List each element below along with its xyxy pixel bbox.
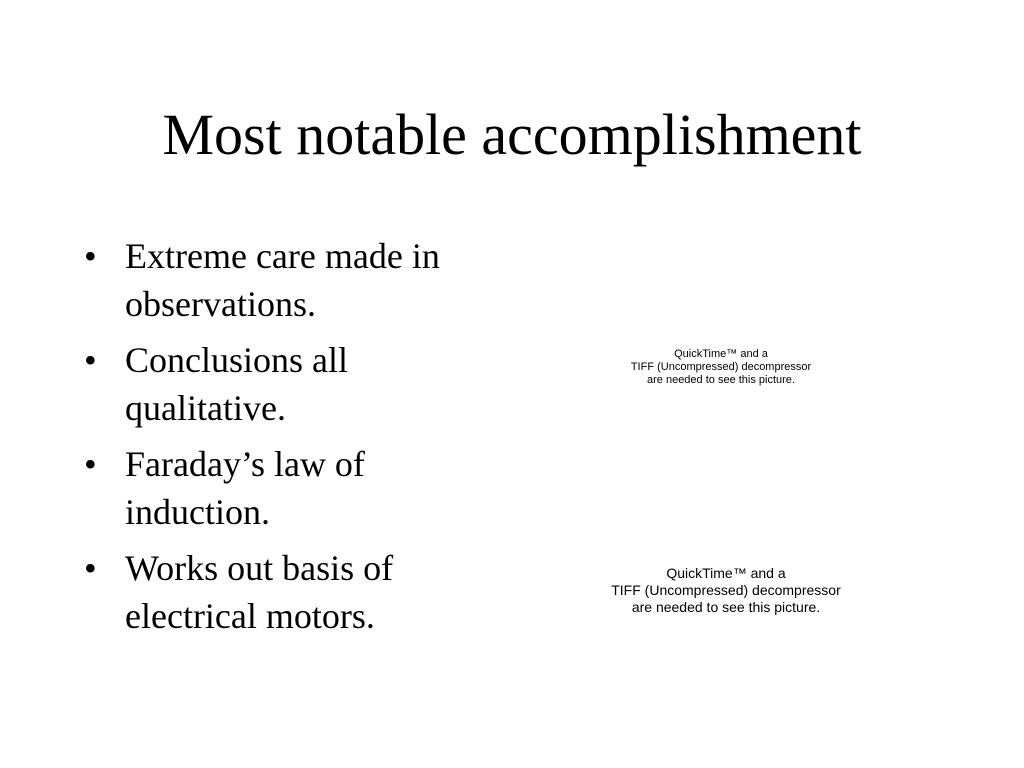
bullet-text: Extreme care made in observations. <box>125 236 440 324</box>
placeholder-line: are needed to see this picture. <box>647 374 795 386</box>
image-placeholder-bottom <box>570 565 882 616</box>
bullet-text: Works out basis of electrical motors. <box>125 548 394 636</box>
bullet-text: Conclusions all qualitative. <box>125 340 348 428</box>
bullet-list <box>84 232 504 648</box>
bullet-item-observations <box>84 232 504 328</box>
bullet-mark: • <box>84 548 97 588</box>
placeholder-line: TIFF (Uncompressed) decompressor <box>630 361 812 373</box>
placeholder-line: are needed to see this picture. <box>631 599 821 615</box>
bullet-text: Faraday’s law of induction. <box>125 444 365 532</box>
placeholder-line: QuickTime™ and a <box>674 348 768 360</box>
placeholder-line: TIFF (Uncompressed) decompressor <box>611 582 841 598</box>
bullet-mark: • <box>84 444 97 484</box>
bullet-mark: • <box>84 340 97 380</box>
bullet-item-induction <box>84 440 504 536</box>
bullet-mark: • <box>84 236 97 276</box>
bullet-item-motors <box>84 544 504 640</box>
bullet-item-conclusions <box>84 336 504 432</box>
slide-title: Most notable accomplishment <box>162 102 862 167</box>
placeholder-line: QuickTime™ and a <box>666 565 786 581</box>
image-placeholder-top <box>590 348 852 387</box>
